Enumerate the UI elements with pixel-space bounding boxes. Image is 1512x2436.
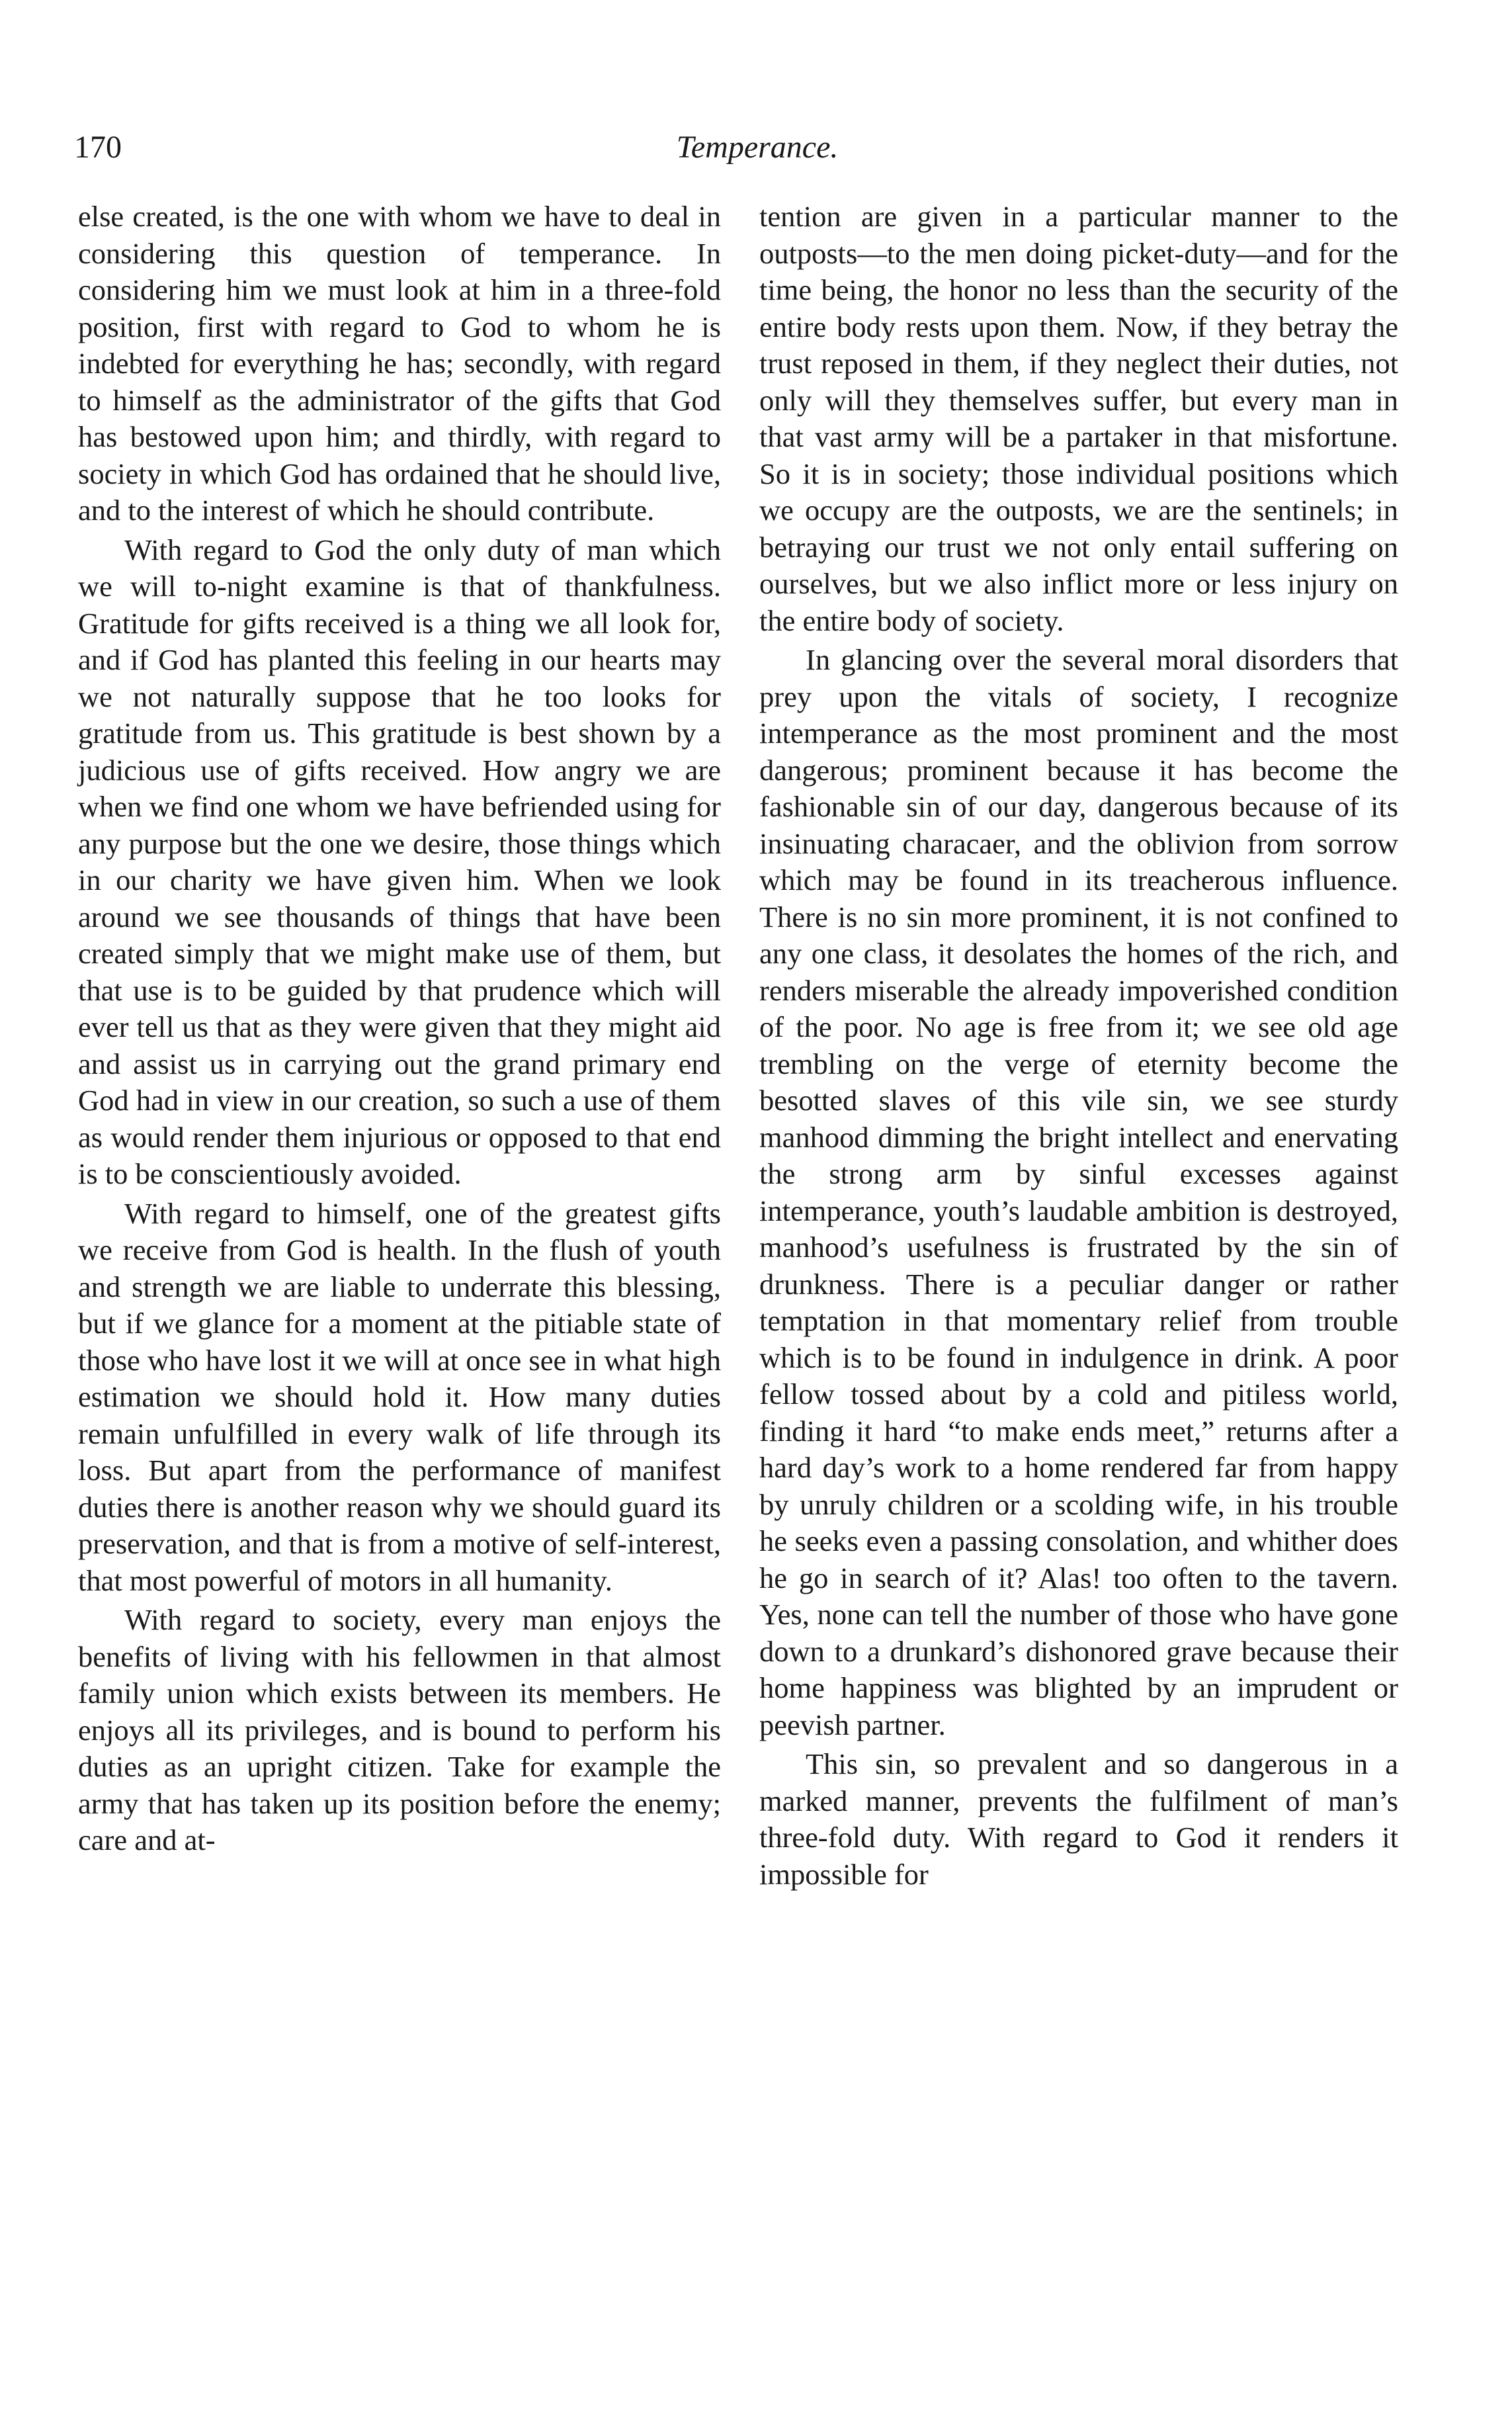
left-column xyxy=(78,198,721,1859)
running-title: Temperance. xyxy=(676,130,839,165)
right-column xyxy=(759,198,1398,1893)
paragraph: tention are given in a particular manner to the outposts—to the men doing picket-duty—and for the time being, the honor no less than the security of the entire body rests upon them. Now, if they betray the trust reposed in them, if they neglect their duties, not only will they themselves suffer, but every man in that vast army will be a partaker in that misfortune. So it is in society; those individual positions which we occupy are the outposts, we are the sentinels; in betraying our trust we not only entail suffering on ourselves, but we also inflict more or less injury on the entire body of society. xyxy=(759,200,1398,637)
paragraph: In glancing over the several moral disorders that prey upon the vitals of society, I recognize intemperance as the most prominent and the most dangerous; prominent because it has become the fashionable sin of our day, dangerous because of its insinuating characaer, and the oblivion from sorrow which may be found in its treacherous influence. There is no sin more prominent, it is not confined to any one class, it desolates the homes of the rich, and renders miserable the already impoverished condition of the poor. No age is free from it; we see old age trembling on the verge of eternity become the besotted slaves of this vile sin, we see sturdy manhood dimming the bright intellect and enervating the strong arm by sinful excesses against intemperance, youth’s laudable ambition is destroyed, manhood’s usefulness is frustrated by the sin of drunkness. There is a peculiar danger or rather temptation in that momentary relief from trouble which is to be found in indulgence in drink. A poor fellow tossed about by a cold and pitiless world, finding it hard “to make ends meet,” returns after a hard day’s work to a home rendered far from happy by unruly children or a scolding wife, in his trouble he seeks even a passing consolation, and whither does he go in search of it? Alas! too often to the tavern. Yes, none can tell the number of those who have gone down to a drunkard’s dishonored grave because their home happiness was blighted by an imprudent or peevish partner. xyxy=(759,643,1398,1741)
paragraph: With regard to society, every man enjoys the benefits of living with his fellowmen in that almost family union which exists between its members. He enjoys all its privileges, and is bound to perform his duties as an upright citizen. Take for example the army that has taken up its position before the enemy; care and at- xyxy=(78,1603,721,1856)
paragraph: With regard to himself, one of the greatest gifts we receive from God is health. In the flush of youth and strength we are liable to underrate this blessing, but if we glance for a moment at the pitiable state of those who have lost it we will at once see in what high estimation we should hold it. How many duties remain unfulfilled in every walk of life through its loss. But apart from the performance of manifest duties there is another reason why we should guard its preservation, and that is from a motive of self-interest, that most powerful of motors in all humanity. xyxy=(78,1196,721,1597)
page-header xyxy=(66,129,1449,175)
page-number: 170 xyxy=(74,130,122,165)
paragraph: This sin, so prevalent and so dangerous in a marked manner, prevents the fulfilment of man’s three-fold duty. With regard to God it renders it impossible for xyxy=(759,1747,1398,1891)
paragraph: else created, is the one with whom we have to deal in considering this question of temperance. In considering him we must look at him in a three-fold position, first with regard to God to whom he is indebted for everything he has; secondly, with regard to himself as the administrator of the gifts that God has bestowed upon him; and thirdly, with regard to society in which God has ordained that he should live, and to the interest of which he should contribute. xyxy=(78,200,721,527)
paragraph: With regard to God the only duty of man which we will to-night examine is that of thankfulness. Gratitude for gifts received is a thing we all look for, and if God has planted this feeling in our hearts may we not naturally suppose that he too looks for gratitude from us. This gratitude is best shown by a judicious use of gifts received. How angry we are when we find one whom we have befriended using for any purpose but the one we desire, those things which in our charity we have given him. When we look around we see thousands of things that have been created simply that we might make use of them, but that use is to be guided by that prudence which will ever tell us that as they were given that they might aid and assist us in carrying out the grand primary end God had in view in our creation, so such a use of them as would render them injurious or opposed to that end is to be conscientiously avoided. xyxy=(78,533,721,1190)
